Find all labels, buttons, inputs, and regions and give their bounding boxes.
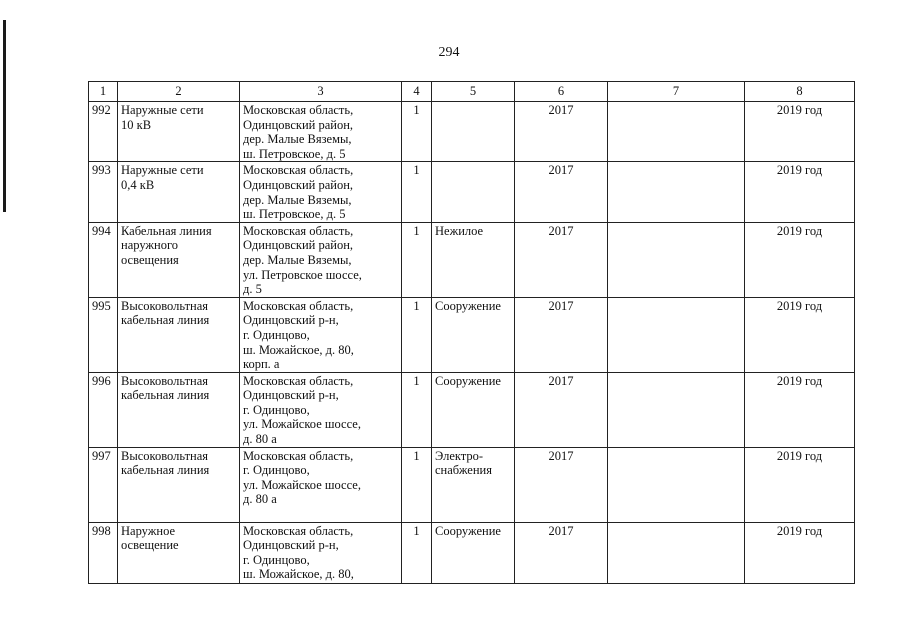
cell-object-name — [118, 162, 240, 222]
cell-deadline: 2019 год — [745, 222, 855, 297]
cell-quantity: 1 — [402, 522, 432, 583]
cell-deadline: 2019 год — [745, 447, 855, 522]
cell-address — [240, 222, 402, 297]
cell-address-line: Одинцовский р-н, — [243, 313, 339, 328]
cell-type — [432, 102, 515, 162]
table-row — [89, 102, 855, 162]
cell-address-line: Московская область, — [243, 103, 354, 117]
table-row — [89, 447, 855, 522]
cell-address-line: дер. Малые Вяземы, — [243, 132, 352, 147]
cell-address-line: дер. Малые Вяземы, — [243, 192, 352, 207]
header-col-3: 3 — [240, 82, 402, 102]
cell-object-name-line: кабельная линия — [121, 463, 210, 478]
cell-type-line: Нежилое — [435, 223, 484, 238]
cell-quantity: 1 — [402, 222, 432, 297]
cell-address — [240, 447, 402, 522]
header-col-5: 5 — [432, 82, 515, 102]
cell-object-name-line: 0,4 кВ — [121, 177, 155, 192]
header-col-1: 1 — [89, 82, 118, 102]
table-row — [89, 297, 855, 372]
cell-type-line: Сооружение — [435, 298, 501, 313]
header-col-8: 8 — [745, 82, 855, 102]
cell-deadline: 2019 год — [745, 297, 855, 372]
cell-number: 993 — [89, 162, 118, 222]
cell-object-name-line: Наружные сети — [121, 163, 204, 178]
cell-address-line: ш. Петровское, д. 5 — [243, 207, 346, 222]
cell-quantity: 1 — [402, 447, 432, 522]
cell-object-name — [118, 522, 240, 583]
cell-object-name-line: освещение — [121, 538, 179, 553]
cell-address-line: ш. Можайское, д. 80, — [243, 567, 354, 582]
cell-quantity: 1 — [402, 102, 432, 162]
cell-object-name-line: освещения — [121, 252, 179, 267]
cell-address-line: д. 80 а — [243, 432, 277, 447]
cell-number: 994 — [89, 222, 118, 297]
cell-address-line: д. 80 а — [243, 492, 277, 507]
cell-address-line: Московская область, — [243, 163, 354, 178]
cell-address-line: ул. Можайское шоссе, — [243, 417, 361, 432]
cell-object-name — [118, 372, 240, 447]
cell-object-name — [118, 222, 240, 297]
cell-year: 2017 — [515, 447, 608, 522]
cell-type-line: Электро- — [435, 448, 484, 463]
cell-type — [432, 522, 515, 583]
cell-year: 2017 — [515, 162, 608, 222]
cell-type-line: Сооружение — [435, 523, 501, 538]
cell-object-name-line: Высоковольтная — [121, 448, 209, 463]
cell-address-line: г. Одинцово, — [243, 463, 310, 478]
cell-type-line: Сооружение — [435, 373, 501, 388]
cell-address-line: Московская область, — [243, 223, 354, 238]
cell-type — [432, 372, 515, 447]
cell-deadline: 2019 год — [745, 372, 855, 447]
cell-year: 2017 — [515, 297, 608, 372]
cell-year: 2017 — [515, 522, 608, 583]
cell-address-line: г. Одинцово, — [243, 327, 310, 342]
table-row — [89, 162, 855, 222]
register-table — [88, 81, 855, 584]
cell-address-line: Одинцовский район, — [243, 117, 354, 132]
cell-address-line: ш. Петровское, д. 5 — [243, 146, 346, 161]
cell-quantity: 1 — [402, 162, 432, 222]
cell-col7 — [608, 297, 745, 372]
cell-object-name-line: 10 кВ — [121, 117, 152, 132]
cell-type — [432, 297, 515, 372]
cell-quantity: 1 — [402, 297, 432, 372]
table-row — [89, 522, 855, 583]
cell-address-line: Московская область, — [243, 298, 354, 313]
cell-address-line: дер. Малые Вяземы, — [243, 252, 352, 267]
cell-number: 998 — [89, 522, 118, 583]
cell-address-line: корп. а — [243, 357, 280, 372]
cell-object-name-line: кабельная линия — [121, 313, 210, 328]
cell-address-line: д. 5 — [243, 282, 262, 297]
cell-address-line: ул. Можайское шоссе, — [243, 477, 361, 492]
cell-object-name-line: Наружное — [121, 523, 176, 538]
cell-address — [240, 162, 402, 222]
cell-address-line: Одинцовский р-н, — [243, 388, 339, 403]
cell-year: 2017 — [515, 372, 608, 447]
cell-number: 996 — [89, 372, 118, 447]
cell-address-line: Московская область, — [243, 373, 354, 388]
table-header-row — [89, 82, 855, 102]
cell-object-name-line: Кабельная линия — [121, 223, 212, 238]
cell-number: 995 — [89, 297, 118, 372]
cell-number: 992 — [89, 102, 118, 162]
cell-type — [432, 447, 515, 522]
header-col-7: 7 — [608, 82, 745, 102]
cell-address-line: ш. Можайское, д. 80, — [243, 342, 354, 357]
cell-quantity: 1 — [402, 372, 432, 447]
cell-address-line: г. Одинцово, — [243, 402, 310, 417]
cell-object-name — [118, 447, 240, 522]
cell-object-name — [118, 102, 240, 162]
cell-object-name-line: кабельная линия — [121, 388, 210, 403]
cell-col7 — [608, 222, 745, 297]
cell-address — [240, 297, 402, 372]
cell-col7 — [608, 447, 745, 522]
cell-year: 2017 — [515, 222, 608, 297]
cell-object-name-line: наружного — [121, 238, 179, 253]
cell-number: 997 — [89, 447, 118, 522]
header-col-6: 6 — [515, 82, 608, 102]
cell-address-line: ул. Петровское шоссе, — [243, 267, 362, 282]
cell-address-line: Московская область, — [243, 523, 354, 538]
cell-address — [240, 102, 402, 162]
cell-year: 2017 — [515, 102, 608, 162]
cell-address-line: Одинцовский р-н, — [243, 538, 339, 553]
table-body — [89, 102, 855, 584]
cell-col7 — [608, 522, 745, 583]
cell-type-line: снабжения — [435, 463, 492, 478]
table-row — [89, 222, 855, 297]
cell-object-name-line: Высоковольтная — [121, 373, 209, 388]
header-col-2: 2 — [118, 82, 240, 102]
cell-address-line: Московская область, — [243, 448, 354, 463]
table-row — [89, 372, 855, 447]
cell-deadline: 2019 год — [745, 522, 855, 583]
cell-address — [240, 372, 402, 447]
cell-address-line: г. Одинцово, — [243, 552, 310, 567]
cell-address-line: Одинцовский район, — [243, 238, 354, 253]
cell-address — [240, 522, 402, 583]
cell-type — [432, 162, 515, 222]
page-number: 294 — [438, 45, 460, 60]
cell-address-line: Одинцовский район, — [243, 177, 354, 192]
cell-deadline: 2019 год — [745, 102, 855, 162]
cell-col7 — [608, 102, 745, 162]
cell-deadline: 2019 год — [745, 162, 855, 222]
header-col-4: 4 — [402, 82, 432, 102]
cell-object-name-line: Высоковольтная — [121, 298, 209, 313]
cell-type — [432, 222, 515, 297]
cell-col7 — [608, 372, 745, 447]
cell-object-name-line: Наружные сети — [121, 103, 204, 117]
cell-col7 — [608, 162, 745, 222]
cell-object-name — [118, 297, 240, 372]
